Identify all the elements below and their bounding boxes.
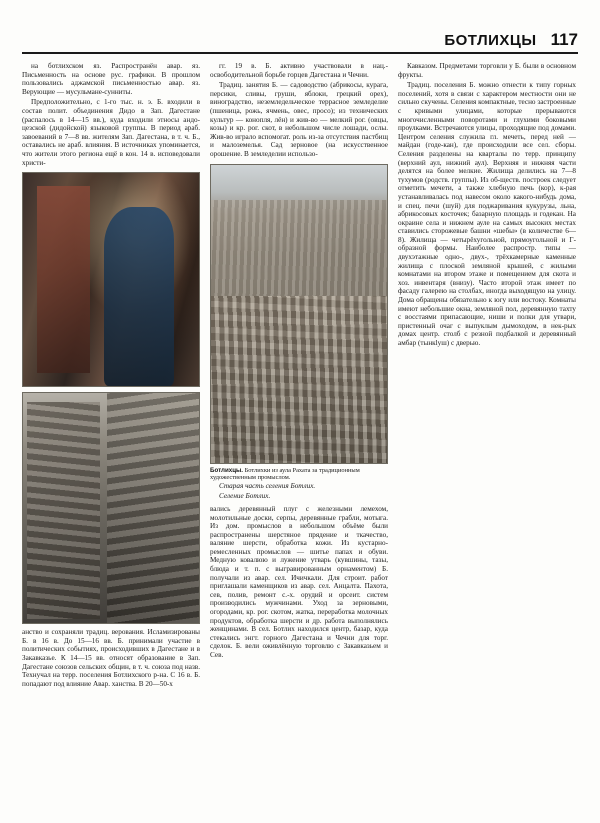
- village-hillside-photo: [210, 164, 388, 464]
- paragraph: вались деревянный плуг с железными лемехом, молотильные доски, серпы, деревянные грабли, мотыга. Из дом. промыслов в небольшом объёме были распространены шерстяное прядение и ткачество, валяние шерсти, обработка кожи. Из кустарно-ремесленных промыслов — шитье папах и обуви. Медную ковалюю и лужение утварь (кувшины, тазы, блюда и т. п. с выгравированным орнаментом) Б. получали из авар. сел. Ичичкали. Для строит. работ приглашали каменщиков из авар. сел. Анцалта. Пахота, сев, полив, ремонт с.-х. орудий и орсеит. систем производились мужчинами. Уход за зерновыми, огородами, кр. рог. скотом, жатка, переработка молочных продуктов, обработка шерсти и др. работа выполнялись женщинами. В сел. Ботлих находился центр, базар, куда стекались энгт. горного Дагестана и Чечни для торг. сделок. Б. вели оживлённую торговлю с Закавказьем и Сев.: [210, 504, 388, 659]
- paragraph: Кавказом. Предметами торговли у Б. были в основном фрукты.: [398, 62, 576, 79]
- paragraph: на ботлихском яз. Распространён авар. яз. Письменность на основе рус. графики. В прошлом пользовались аджамской письменностью авар. яз. Верующие — мусульмане-сунниты.: [22, 62, 200, 96]
- figure-village: [210, 164, 388, 501]
- paragraph: Предположительно, с 1-го тыс. н. э. Б. входили в состав полит. объединения Дидо в Зап. Дагестане (распалось в 14—15 вв.), куда входили этносы андо-цезской (дидойской) языковой группы. В период араб. завоеваний в 7—8 вв. жителям Зап. Дагестана, в т. ч. Б., оставались не араб. влияния. В источниках упоминается, что жители этого региона ещё в кон. 14 в. исповедовали христи-: [22, 98, 200, 167]
- old-street-photo: [22, 392, 200, 624]
- figure-old-street: [22, 392, 200, 624]
- text-columns: [22, 62, 578, 802]
- figure-caption-italic-2: Селение Ботлих.: [219, 492, 271, 501]
- column-left: [22, 62, 200, 802]
- column-middle: [210, 62, 388, 802]
- page-header: [22, 26, 578, 54]
- column-right: [398, 62, 576, 802]
- page-number: 117: [550, 30, 578, 49]
- header-inner: [444, 30, 578, 50]
- caption-lead: Ботлихцы.: [210, 466, 244, 474]
- weaver-interior-photo: [22, 172, 200, 387]
- figure-caption-italic-1: Старая часть селения Ботлих.: [219, 481, 316, 490]
- figure-caption: [210, 467, 388, 482]
- figure-weaver: [22, 172, 200, 387]
- caption-text: Ботлихки из аула Рахата за традиционным художественным промыслом.: [210, 466, 360, 482]
- paragraph: анство и сохраняли традиц. верования. Исламизированы Б. в 16 в. До 15—16 вв. Б. принимали участие в политических событиях, происходивших в Дагестане и в Закавказье. К 14—15 вв. относят образование в Зап. Дагестане союзов сельских общин, в т. ч. союза под назв. Технучал на терр. поселения Ботлихского р-на. С 16 в. Б. попадают под влияние Авар. ханства. В 20—50-х: [22, 628, 200, 688]
- paragraph: гг. 19 в. Б. активно участвовали в нац.-освободительной борьбе горцев Дагестана и Чечни.: [210, 62, 388, 79]
- running-head-title: БОТЛИХЦЫ: [444, 32, 537, 49]
- paragraph: Традиц. занятия Б. — садоводство (абрикосы, курага, персики, сливы, груши, яблоки, грецкий орех), виноградство, неземледельческое террасное земледелие (пшеница, рожь, ячмень, овес, просо); из технических культур — конопля, лён) и жив-во — мелкий рог. (овцы, козы) и кр. рог. скот, в небольшом числе лошади, ослы. Жив-во играло вспомогат. роль из-за отсутствия пастбищ и малоземелья. Сад зерновое (на искусственное орошение. В земледелии использо-: [210, 81, 388, 158]
- paragraph: Традиц. поселения Б. можно отнести к типу горных поселений, хотя в связи с характером местности они не сильно скучены. Селения компактные, тесно застроенные с кривыми улицами, которые прерываются многочисленными поворотами и глухими боковыми проулками. Встречаются улицы, проходящие под домами. Центром селения служила гл. мечеть, перед ней — майдан (годе-кан), где происходили все сел. сборы. Селения разделены на кварталы по терр. принципу (верхний аул, нижний аул). Верхняя и нижняя части делятся на более мелкие. Жилища делились на 7—8 тухумов (родств. группы). Из об-ществ. построек следует отметить мечети, а также хлебную печь (кор), к-рая устанавливалась под навесом около какого-нибудь дома, и спец. печи (шуй) для поджаривания кукурузы, льна, абрикосовых косточек; базарную площадь и годекан. На окраине села и нижнем ауле на самых высоких местах ставились сторожевые башни «шебы» (в количестве 6—8). Жилища — четырёхугольной, прямоугольной и Г-образной формы. Наиболее распростр. типы — двухэтажные одно-, двух-, трёхкамерные каменные жилища с плоской земляной крышей, с жилыми комнатами на втором этаже и помещением для скота и хоз. инвентаря (внизу). Часто второй этаж имеет по фасаду галерею на столбах, иногда выходящую на улицу. Дома обращены обязательно к югу или востоку. Комнаты имеют небольшие окна, земляной пол, деревянную тахту с восстаями припасающие, ниши и полки для утвари, пристенный очаг с выпуклым дымоходом, в нек-рых домах центр. столб с резной подбалкой и деревянный амбар (тынкlуш) с дверью.: [398, 81, 576, 347]
